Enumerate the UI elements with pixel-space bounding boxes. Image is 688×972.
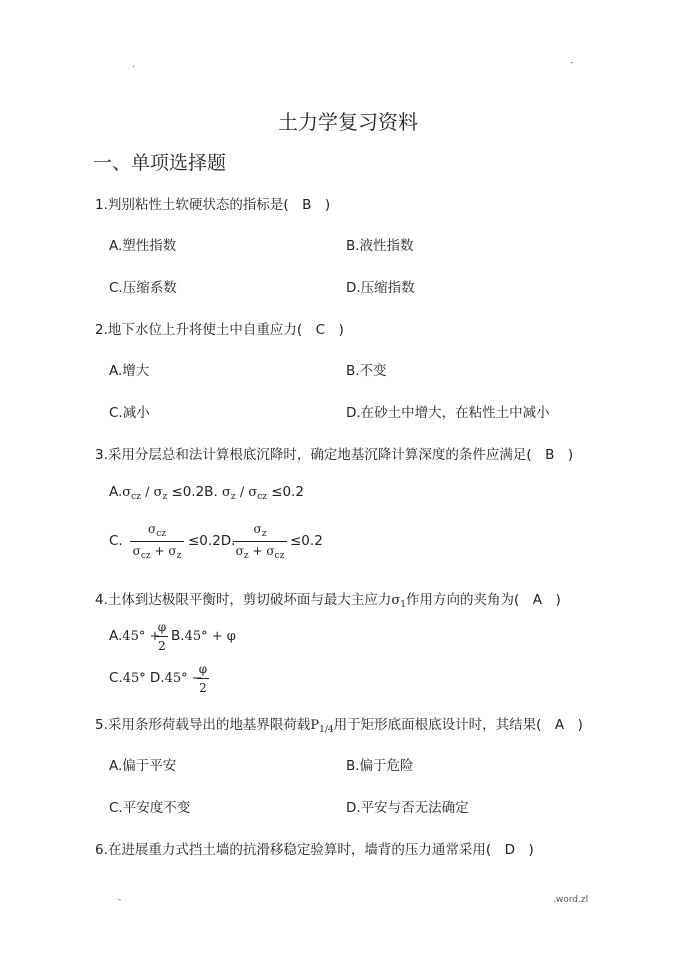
header-right-mark: - [570, 58, 574, 68]
question-1-option-d: D.压缩指数 [346, 280, 415, 296]
question-3-stem: 3.采用分层总和法计算根底沉降时，确定地基沉降计算深度的条件应满足( B ) [95, 447, 574, 463]
question-3-option-ab: $A.\sigma_{cz} / \sigma_z \le 0.2B$. $\sigma_z / \sigma_{cz} \le 0.2$ [109, 484, 304, 502]
question-4-option-ab-left: A.45° + [109, 628, 161, 644]
question-2-stem: 2.地下水位上升将使土中自重应力( C ) [95, 322, 344, 338]
question-1-option-b: B.液性指数 [346, 238, 414, 254]
question-2-option-c: C.减小 [109, 405, 150, 421]
question-3-option-d-suffix: ≤0.2 [290, 533, 323, 549]
question-3-option-c-prefix: C. [109, 533, 123, 549]
question-3-fraction-d: $\sigma_z$ $\sigma_z + \sigma_{cz}$ [233, 522, 287, 561]
question-2-option-a: A.增大 [109, 363, 150, 379]
question-4-fraction-d: φ 2 [198, 662, 208, 695]
question-5-option-b: B.偏于危险 [346, 758, 414, 774]
section-heading: 一、单项选择题 [93, 152, 227, 174]
question-5-option-d: D.平安与否无法确定 [346, 800, 469, 816]
question-4-option-cd: C.45° D.45° − [109, 670, 203, 686]
question-2-option-b: B.不变 [346, 363, 387, 379]
question-4-option-ab-right: B.45° + φ [171, 628, 236, 644]
question-5-option-a: A.偏于平安 [109, 758, 177, 774]
question-6-stem: 6.在进展重力式挡土墙的抗滑移稳定验算时，墙背的压力通常采用( D ) [95, 842, 534, 858]
question-3-option-c-suffix: ≤0.2D. [188, 533, 236, 549]
question-4-stem: 4.土体到达极限平衡时，剪切破坏面与最大主应力$\sigma_1$作用方向的夹角为( A ) [95, 592, 561, 610]
footer-right-mark: .word.zl [553, 895, 589, 905]
question-1-option-c: C.压缩系数 [109, 280, 177, 296]
question-2-option-d: D.在砂土中增大，在粘性土中减小 [346, 405, 550, 421]
question-4-fraction-a: φ 2 [157, 620, 167, 653]
header-left-mark: . [132, 60, 135, 70]
question-1-stem: 1.判别粘性土软硬状态的指标是( B ) [95, 197, 331, 213]
question-1-option-a: A.塑性指数 [109, 238, 177, 254]
question-5-option-c: C.平安度不变 [109, 800, 191, 816]
question-5-stem: 5.采用条形荷载导出的地基界限荷载$P_{1/4}$用于矩形底面根底设计时，其结果( A ) [95, 717, 583, 735]
footer-left-mark: - [118, 895, 122, 905]
question-3-fraction-c: $\sigma_{cz}$ $\sigma_{cz} + \sigma_z$ [130, 522, 184, 561]
page-title: 土力学复习资料 [278, 110, 418, 134]
